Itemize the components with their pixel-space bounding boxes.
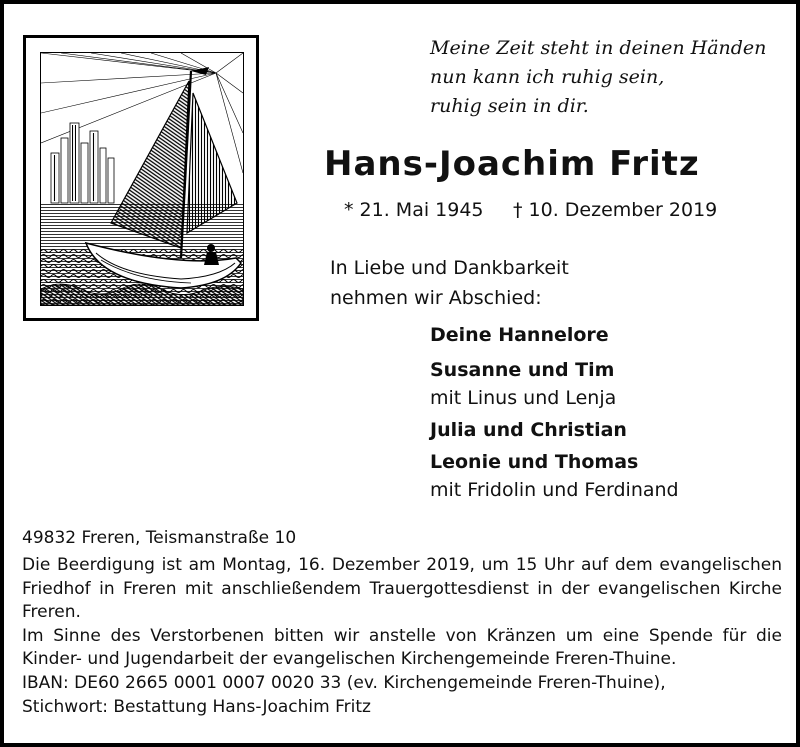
family-children: mit Fridolin und Ferdinand bbox=[430, 479, 679, 501]
donation-text: Im Sinne des Verstorbenen bitten wir anstelle von Kränzen um eine Spende für die Kinder- und Jugendarbeit der evangelischen Kirchengemeinde Freren-Thuine. bbox=[22, 625, 782, 670]
family-member: Susanne und Tim bbox=[430, 359, 615, 381]
verse-line: ruhig sein in dir. bbox=[430, 95, 589, 117]
deceased-name: Hans-Joachim Fritz bbox=[324, 144, 700, 184]
notice-body bbox=[22, 554, 782, 719]
funeral-text: Die Beerdigung ist am Montag, 16. Dezember 2019, um 15 Uhr auf dem evangelischen Friedhof in Freren mit anschließendem Trauergottesdienst in der evangelischen Kirche Freren. bbox=[22, 555, 782, 623]
scripture-verse bbox=[430, 34, 790, 121]
family-children: mit Linus und Lenja bbox=[430, 387, 617, 409]
verse-line: nun kann ich ruhig sein, bbox=[430, 66, 665, 88]
intro-line: In Liebe und Dankbarkeit bbox=[330, 257, 569, 279]
death-date: † 10. Dezember 2019 bbox=[513, 199, 718, 221]
address: 49832 Freren, Teismanstraße 10 bbox=[22, 528, 297, 548]
sailboat-engraving bbox=[40, 52, 244, 306]
keyword-line: Stichwort: Bestattung Hans-Joachim Fritz bbox=[22, 696, 371, 717]
family-member: Deine Hannelore bbox=[430, 324, 609, 346]
family-member: Julia und Christian bbox=[430, 419, 627, 441]
birth-date: * 21. Mai 1945 bbox=[344, 199, 484, 221]
verse-line: Meine Zeit steht in deinen Händen bbox=[430, 37, 767, 59]
iban-line: IBAN: DE60 2665 0001 0007 0020 33 (ev. Kirchengemeinde Freren-Thuine), bbox=[22, 672, 666, 693]
family-member: Leonie und Thomas bbox=[430, 451, 639, 473]
farewell-intro bbox=[330, 253, 569, 313]
sailboat-illustration bbox=[23, 35, 259, 321]
intro-line: nehmen wir Abschied: bbox=[330, 287, 542, 309]
family-list bbox=[430, 321, 790, 505]
